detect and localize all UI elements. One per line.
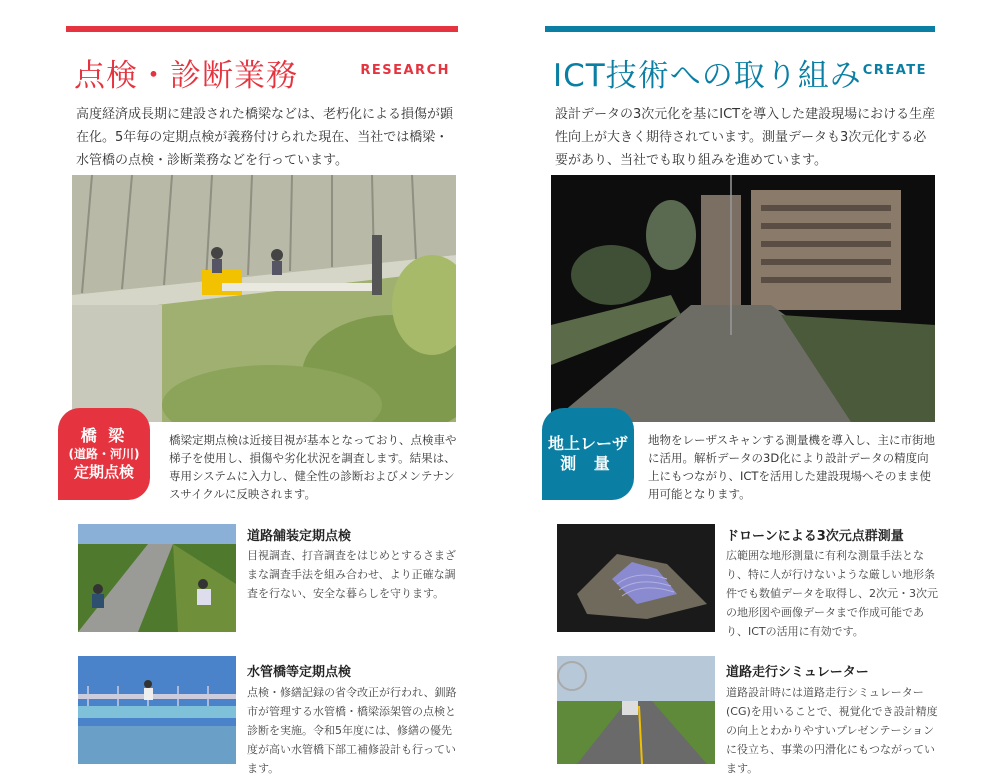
bridge-inspection-photo [72, 175, 456, 422]
item-title-drone-survey: ドローンによる3次元点群測量 [726, 529, 904, 544]
badge-line2: (道路・河川) [68, 447, 140, 461]
item-text-road-simulator: 道路設計時には道路走行シミュレーター(CG)を用いることで、視覚化でき設計精度の向上とわかりやすいプレゼンテーションに役立ち、事業の円滑化にもつながっています。 [726, 686, 938, 775]
item-text-road-pavement: 目視調査、打音調査をはじめとするさまざまな調査手法を組み合わせ、より正確な調査を行ない、安全な暮らしを守ります。 [247, 549, 456, 600]
badge-line3: 定期点検 [73, 463, 134, 481]
research-section [66, 0, 458, 779]
drone-pointcloud-photo [557, 524, 715, 632]
badge-description: 橋梁定期点検は近接目視が基本となっており、点検車や梯子を使用し、損傷や劣化状況を調査します。結果は、専用システムに入力し、健全性の診断およびメンテナンスサイクルに反映されます。 [169, 433, 457, 501]
item-title-water-bridge: 水管橋等定期点検 [247, 665, 352, 680]
item-title-road-simulator: 道路走行シミュレーター [726, 665, 869, 680]
section-top-bar [545, 26, 935, 32]
badge-line1: 地上レーザ [547, 434, 628, 453]
section-title: ICT技術への取り組み [553, 58, 862, 94]
item-text-water-bridge: 点検・修繕記録の省令改正が行われ、釧路市が管理する水管橋・橋梁添架管の点検と診断を実施。令和5年度には、修繕の優先度が高い水管橋下部工補修設計も行っています。 [247, 686, 457, 775]
ict-section [545, 0, 938, 779]
section-intro: 設計データの3次元化を基にICTを導入した建設現場における生産性向上が大きく期待されています。測量データも3次元化する必要があり、当社でも取り組みを進めています。 [555, 107, 936, 168]
laser-scan-photo [551, 175, 935, 422]
laser-survey-badge [542, 408, 634, 500]
road-pavement-photo [78, 524, 236, 632]
item-text-drone-survey: 広範囲な地形測量に有利な測量手法となり、特に人が行けないような厳しい地形条件でも数値データを取得し、2次元・3次元の地形図や画像データまで作成可能であり、ICTの活用に有効です。 [726, 549, 938, 638]
road-simulator-photo [557, 656, 715, 764]
section-top-bar [66, 26, 458, 32]
section-subtitle: CREATE [862, 63, 927, 78]
badge-line1: 橋 梁 [80, 426, 128, 445]
section-subtitle: RESEARCH [360, 63, 450, 78]
badge-description: 地物をレーザスキャンする測量機を導入し、主に市街地に活用。解析データの3D化により設計データの精度向上にもつながり、ICTを活用した建設現場へそのまま使用可能となります。 [648, 433, 936, 501]
item-title-road-pavement: 道路舗装定期点検 [247, 529, 352, 544]
badge-line3: 測 量 [560, 454, 616, 473]
water-bridge-photo [78, 656, 236, 764]
section-intro: 高度経済成長期に建設された橋梁などは、老朽化による損傷が顕在化。5年毎の定期点検が義務付けられた現在、当社では橋梁・水管橋の点検・診断業務などを行っています。 [76, 107, 454, 168]
bridge-inspection-badge [58, 408, 150, 500]
section-title: 点検・診断業務 [74, 58, 298, 94]
